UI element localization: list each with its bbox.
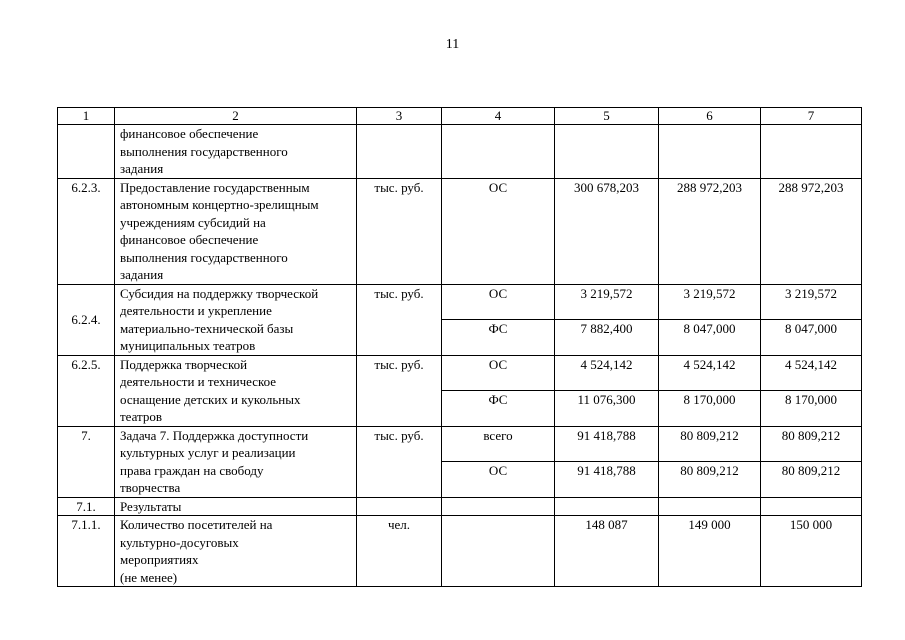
row-name-line: задания [120, 161, 164, 176]
value-cell-5: 300 678,203 [555, 178, 659, 284]
value-cell-5 [555, 125, 659, 179]
budget-table [57, 107, 862, 587]
row-name-line: (не менее) [120, 569, 178, 585]
table-row [58, 426, 862, 462]
column-header: 3 [357, 108, 442, 125]
row-name-line: Результаты [120, 498, 182, 514]
column-header: 6 [659, 108, 761, 125]
row-name-line: выполнения государственного [120, 249, 288, 265]
value-cell-6: 8 170,000 [659, 391, 761, 427]
source-cell [442, 516, 555, 587]
row-name-line: выполнения государственного [120, 143, 288, 159]
value-cell-6 [659, 125, 761, 179]
row-name-line: материально-технической базы [120, 320, 294, 336]
value-cell-6: 8 047,000 [659, 320, 761, 356]
row-name-line: деятельности и укрепление [120, 303, 272, 318]
row-name-line: театров [120, 409, 163, 424]
table-row [58, 355, 862, 391]
value-cell-5: 148 087 [555, 516, 659, 587]
row-number: 7.1.1. [58, 516, 115, 587]
value-cell-5: 11 076,300 [555, 391, 659, 427]
row-name [115, 355, 357, 426]
unit-cell: тыс. руб. [357, 284, 442, 355]
row-name [115, 426, 357, 497]
row-number: 6.2.3. [58, 178, 115, 284]
value-cell-5: 91 418,788 [555, 462, 659, 498]
row-name-line: автономным концертно-зрелищным [120, 197, 319, 212]
value-cell-7 [761, 497, 862, 516]
row-name-line: финансовое обеспечение [120, 232, 259, 247]
column-header: 4 [442, 108, 555, 125]
row-number: 6.2.5. [58, 355, 115, 426]
value-cell-7: 150 000 [761, 516, 862, 587]
value-cell-5 [555, 497, 659, 516]
table-row [58, 178, 862, 284]
row-number: 6.2.4. [58, 284, 115, 355]
source-cell [442, 497, 555, 516]
row-number [58, 125, 115, 179]
row-name-line: права граждан на свободу [120, 462, 264, 478]
unit-cell: тыс. руб. [357, 178, 442, 284]
row-name-line: Предоставление государственным [120, 179, 310, 195]
column-header: 2 [115, 108, 357, 125]
table-row [58, 516, 862, 587]
value-cell-5: 3 219,572 [555, 284, 659, 320]
value-cell-7: 8 170,000 [761, 391, 862, 427]
row-name-line: мероприятиях [120, 552, 199, 567]
row-name-line: муниципальных театров [120, 338, 256, 353]
row-name-line: оснащение детских и кукольных [120, 391, 301, 407]
row-name [115, 516, 357, 587]
value-cell-5: 91 418,788 [555, 426, 659, 462]
value-cell-7: 288 972,203 [761, 178, 862, 284]
row-name-line: учреждениям субсидий на [120, 214, 266, 230]
row-name-line: задания [120, 267, 164, 282]
unit-cell: тыс. руб. [357, 426, 442, 497]
value-cell-7: 4 524,142 [761, 355, 862, 391]
column-header: 7 [761, 108, 862, 125]
value-cell-6: 80 809,212 [659, 426, 761, 462]
row-name-line: Задача 7. Поддержка доступности [120, 427, 309, 443]
source-cell: ФС [442, 391, 555, 427]
source-cell: всего [442, 426, 555, 462]
row-name [115, 284, 357, 355]
source-cell: ОС [442, 462, 555, 498]
source-cell: ОС [442, 178, 555, 284]
value-cell-7 [761, 125, 862, 179]
column-header: 1 [58, 108, 115, 125]
table-row [58, 284, 862, 320]
column-header: 5 [555, 108, 659, 125]
row-name-line: культурных услуг и реализации [120, 445, 296, 460]
value-cell-6: 288 972,203 [659, 178, 761, 284]
value-cell-7: 3 219,572 [761, 284, 862, 320]
source-cell: ОС [442, 284, 555, 320]
value-cell-7: 8 047,000 [761, 320, 862, 356]
table-row [58, 125, 862, 179]
row-name-line: творчества [120, 480, 181, 495]
row-name [115, 125, 357, 179]
row-name-line: деятельности и техническое [120, 374, 277, 389]
row-name-line: Поддержка творческой [120, 356, 248, 372]
row-number: 7.1. [58, 497, 115, 516]
unit-cell: тыс. руб. [357, 355, 442, 426]
value-cell-5: 4 524,142 [555, 355, 659, 391]
value-cell-7: 80 809,212 [761, 462, 862, 498]
header-row [58, 108, 862, 125]
row-name-line: Количество посетителей на [120, 517, 273, 532]
row-name-line: финансовое обеспечение [120, 126, 259, 141]
row-name [115, 178, 357, 284]
value-cell-7: 80 809,212 [761, 426, 862, 462]
row-name-line: культурно-досуговых [120, 534, 239, 550]
value-cell-6: 4 524,142 [659, 355, 761, 391]
row-number: 7. [58, 426, 115, 497]
unit-cell [357, 125, 442, 179]
value-cell-6 [659, 497, 761, 516]
row-name-line: Субсидия на поддержку творческой [120, 285, 319, 301]
value-cell-5: 7 882,400 [555, 320, 659, 356]
value-cell-6: 3 219,572 [659, 284, 761, 320]
value-cell-6: 80 809,212 [659, 462, 761, 498]
unit-cell [357, 497, 442, 516]
source-cell: ФС [442, 320, 555, 356]
unit-cell: чел. [357, 516, 442, 587]
source-cell: ОС [442, 355, 555, 391]
page-number: 11 [445, 37, 460, 52]
row-name [115, 497, 357, 516]
value-cell-6: 149 000 [659, 516, 761, 587]
source-cell [442, 125, 555, 179]
table-row [58, 497, 862, 516]
